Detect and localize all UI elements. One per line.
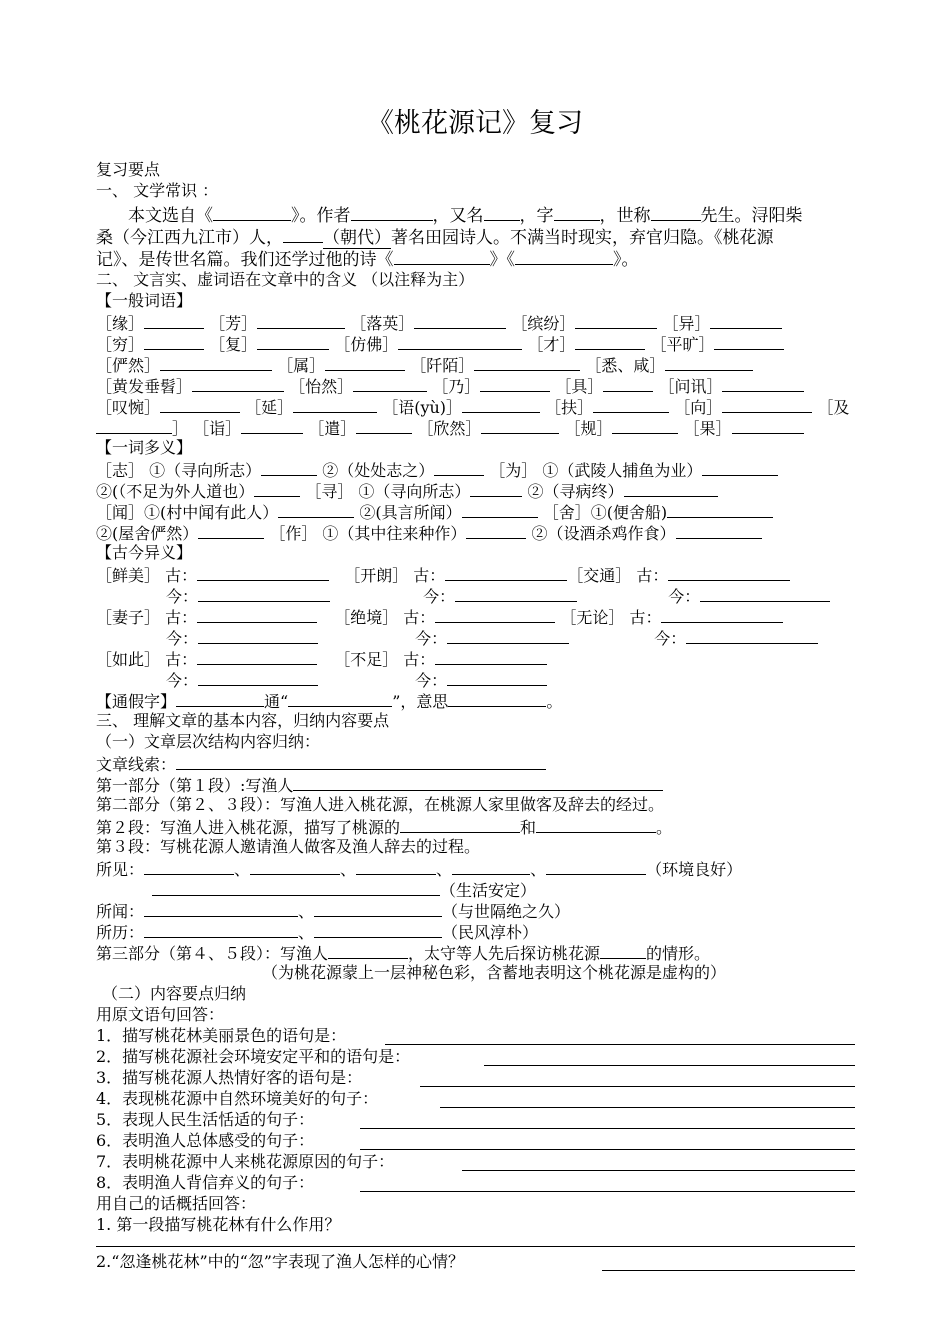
- blank-vocab[interactable]: [293, 396, 377, 413]
- blank-seen[interactable]: [452, 858, 530, 875]
- own-words-label: 用自己的话概括回答：: [96, 1194, 257, 1213]
- blank-vocab[interactable]: [714, 333, 784, 350]
- blank-ancient[interactable]: [197, 606, 317, 623]
- blank-modern[interactable]: [198, 627, 318, 644]
- blank-vocab[interactable]: [474, 354, 580, 371]
- blank-vocab[interactable]: [665, 354, 753, 371]
- blank-poem-2[interactable]: [515, 248, 613, 265]
- page-title: 《桃花源记》复习: [367, 108, 583, 139]
- blank-vocab[interactable]: [480, 375, 550, 392]
- blank-vocab[interactable]: [722, 396, 812, 413]
- blank-vocab[interactable]: [144, 333, 204, 350]
- vocab-row-2: ［穷］ ［复］ ［仿佛］ ［才］ ［平旷］: [96, 333, 784, 353]
- blank-meaning[interactable]: [434, 459, 484, 476]
- question-4: 4．表现桃花源中自然环境美好的句子：: [96, 1089, 379, 1108]
- blank-vocab[interactable]: [575, 333, 645, 350]
- blank-modern[interactable]: [198, 585, 330, 602]
- literature-line-1: 本文选自《 》。作者 ，又名 ，字 ，世称 先生。浔阳柴: [128, 206, 803, 226]
- part3-note: （为桃花源蒙上一层神秘色彩，含蓄地表明这个桃花源是虚构的）: [262, 963, 727, 982]
- blank-poem-1[interactable]: [394, 248, 490, 265]
- ancient-row-3: ［妻子］ 古： ［绝境］ 古： ［无论］ 古：: [96, 606, 783, 626]
- blank-title[interactable]: [651, 204, 701, 221]
- answer-line-2[interactable]: [484, 1065, 855, 1066]
- ancient-row-1: ［鲜美］ 古： ［开朗］ 古： ［交通］ 古：: [96, 564, 790, 584]
- question-5: 5．表现人民生活恬适的句子：: [96, 1110, 315, 1129]
- blank-seen[interactable]: [546, 858, 646, 875]
- blank-modern[interactable]: [455, 585, 577, 602]
- vocab-row-3: ［俨然］ ［属］ ［阡陌］ ［悉、咸］: [96, 354, 753, 374]
- blank-courtesy-name[interactable]: [554, 204, 600, 221]
- blank-vocab[interactable]: [462, 396, 540, 413]
- general-words-label: 【一般词语】: [96, 291, 193, 310]
- answer-line-1[interactable]: [385, 1044, 855, 1045]
- part3-row: 第三部分（第４、５段）：写渔人 ，太守等人先后探访桃花源 的情形。: [96, 944, 711, 963]
- seen-row: 所见： 、 、 、 、 （环境良好）: [96, 860, 743, 879]
- para2-row: 第２段：写渔人进入桃花源，描写了桃源的 和 。: [96, 818, 673, 837]
- question-2: 2．描写桃花源社会环境安定平和的语句是：: [96, 1047, 411, 1066]
- blank-heard[interactable]: [314, 900, 442, 917]
- polysemy-row-1: ［志］ ①（寻向所志） ②（处处志之） ［为］ ①（武陵人捕鱼为业）: [96, 459, 778, 479]
- blank-vocab[interactable]: [96, 417, 172, 434]
- review-points-label: 复习要点: [96, 160, 161, 179]
- blank-vocab[interactable]: [732, 417, 804, 434]
- blank-vocab[interactable]: [356, 417, 412, 434]
- blank-tongjia-orig[interactable]: [288, 690, 392, 707]
- question-1: 1．描写桃花林美丽景色的语句是：: [96, 1026, 347, 1045]
- blank-para2-b[interactable]: [536, 816, 656, 833]
- blank-seen[interactable]: [250, 858, 340, 875]
- blank-meaning[interactable]: [702, 459, 778, 476]
- blank-vocab[interactable]: [414, 312, 506, 329]
- answer-line-7[interactable]: [462, 1170, 855, 1171]
- polysemy-row-2: ②(（不足为外人道也） ［寻］ ①（寻向所志） ②（寻病终）: [96, 480, 718, 500]
- blank-ancient[interactable]: [661, 606, 783, 623]
- answer-line-5[interactable]: [360, 1128, 855, 1129]
- blank-vocab[interactable]: [722, 375, 804, 392]
- blank-meaning[interactable]: [254, 480, 300, 497]
- para3-row: 第３段：写桃花源人邀请渔人做客及渔人辞去的过程。: [96, 837, 481, 856]
- own-question-2: 2.“忽逢桃花林”中的“忽”字表现了渔人怎样的心情？: [96, 1252, 464, 1271]
- polysemy-label: 【一词多义】: [96, 438, 193, 457]
- blank-vocab[interactable]: [481, 417, 559, 434]
- blank-modern[interactable]: [447, 669, 547, 686]
- tongjia-row: 【通假字】 通“ ”，意思 。: [96, 692, 563, 711]
- blank-vocab[interactable]: [398, 333, 522, 350]
- vocab-row-1: ［缘］ ［芳］ ［落英］ ［缤纷］ ［异］: [96, 312, 782, 332]
- blank-vocab[interactable]: [144, 312, 204, 329]
- blank-part3-a[interactable]: [328, 942, 408, 959]
- vocab-row-5: ［叹惋］ ［延］ ［语(yù)］ ［扶］ ［向］ ［及: [96, 398, 850, 417]
- own-answer-line-1[interactable]: [96, 1246, 855, 1247]
- blank-meaning[interactable]: [470, 480, 522, 497]
- use-original-label: 用原文语句回答：: [96, 1005, 225, 1024]
- blank-ancient[interactable]: [435, 606, 555, 623]
- ancient-modern-label: 【古今异义】: [96, 543, 193, 562]
- own-question-1: 1. 第一段描写桃花林有什么作用？: [96, 1215, 341, 1234]
- blank-heard[interactable]: [144, 900, 298, 917]
- experienced-row: 所历： 、 （民风淳朴）: [96, 923, 539, 942]
- section-1-heading: 一、 文学常识 ：: [96, 181, 219, 200]
- clue-row: 文章线索：: [96, 753, 546, 773]
- blank-para2-a[interactable]: [400, 816, 520, 833]
- blank-meaning[interactable]: [667, 501, 773, 518]
- blank-vocab[interactable]: [241, 417, 303, 434]
- seen-row-2: （生活安定）: [96, 879, 536, 899]
- ancient-row-4: 今： 今： 今：: [96, 627, 818, 647]
- blank-modern[interactable]: [686, 627, 818, 644]
- blank-tongjia-meaning[interactable]: [448, 690, 546, 707]
- ancient-row-2: 今： 今： 今：: [96, 585, 830, 605]
- blank-author[interactable]: [351, 204, 433, 221]
- vocab-row-6: ］ ［诣］ ［遣］ ［欣然］ ［规］ ［果］: [96, 417, 804, 437]
- blank-ancient[interactable]: [435, 648, 547, 665]
- blank-vocab[interactable]: [710, 312, 782, 329]
- blank-book[interactable]: [213, 204, 291, 221]
- blank-experienced[interactable]: [314, 921, 442, 938]
- literature-line-2: 桑（今江西九江市）人， （朝代）著名田园诗人。不满当时现实，弃官归隐。《桃花源: [96, 228, 774, 248]
- ancient-row-5: ［如此］ 古： ［不足］ 古：: [96, 648, 547, 668]
- blank-vocab[interactable]: [325, 354, 405, 371]
- blank-meaning[interactable]: [624, 480, 718, 497]
- structure-subheading: （一）文章层次结构内容归纳：: [96, 732, 321, 751]
- question-6: 6．表明渔人总体感受的句子：: [96, 1131, 315, 1150]
- part1-row: 第一部分（第１段）:写渔人: [96, 774, 663, 794]
- answer-line-6[interactable]: [360, 1149, 855, 1150]
- blank-clue[interactable]: [176, 753, 546, 770]
- question-3: 3．描写桃花源人热情好客的语句是：: [96, 1068, 363, 1087]
- polysemy-row-3: ［闻］①(村中闻有此人） ②(具言所闻） ［舍］①(便舍船): [96, 501, 773, 521]
- part2-row: 第二部分（第２、３段）：写渔人进入桃花源，在桃源人家里做客及辞去的经过。: [96, 795, 665, 814]
- blank-dynasty[interactable]: [283, 226, 323, 243]
- blank-vocab[interactable]: [257, 312, 345, 329]
- blank-seen-life[interactable]: [152, 879, 440, 896]
- blank-vocab[interactable]: [192, 375, 284, 392]
- blank-vocab[interactable]: [575, 312, 657, 329]
- answer-line-4[interactable]: [440, 1107, 855, 1108]
- blank-seen[interactable]: [144, 858, 234, 875]
- own-answer-line-2[interactable]: [602, 1270, 855, 1271]
- answer-line-8[interactable]: [360, 1191, 855, 1192]
- blank-ancient[interactable]: [668, 564, 790, 581]
- blank-meaning[interactable]: [466, 522, 526, 539]
- blank-vocab[interactable]: [353, 375, 427, 392]
- blank-alias[interactable]: [484, 204, 520, 221]
- blank-modern[interactable]: [700, 585, 830, 602]
- blank-part1[interactable]: [293, 774, 663, 791]
- blank-modern[interactable]: [447, 627, 569, 644]
- blank-experienced[interactable]: [144, 921, 298, 938]
- blank-part3-b[interactable]: [600, 942, 646, 959]
- section-3-heading: 三、 理解文章的基本内容，归纳内容要点: [96, 711, 390, 730]
- blank-vocab[interactable]: [603, 375, 653, 392]
- question-7: 7．表明桃花源中人来桃花源原因的句子：: [96, 1152, 395, 1171]
- blank-vocab[interactable]: [257, 333, 329, 350]
- blank-meaning[interactable]: [261, 459, 317, 476]
- blank-vocab[interactable]: [593, 396, 669, 413]
- blank-ancient[interactable]: [197, 564, 329, 581]
- answer-line-3[interactable]: [420, 1086, 855, 1087]
- heard-row: 所闻： 、 （与世隔绝之久）: [96, 902, 571, 921]
- blank-tongjia-char[interactable]: [176, 690, 264, 707]
- vocab-row-4: ［黄发垂髫］ ［怡然］ ［乃］ ［具］ ［问讯］: [96, 375, 804, 395]
- blank-ancient[interactable]: [445, 564, 567, 581]
- polysemy-row-4: ②(屋舍俨然） ［作］ ①（其中往来种作） ②（设酒杀鸡作食）: [96, 522, 762, 542]
- question-8: 8．表明渔人背信弃义的句子：: [96, 1173, 315, 1192]
- ancient-row-6: 今： 今：: [96, 669, 547, 689]
- blank-meaning[interactable]: [462, 501, 538, 518]
- blank-vocab[interactable]: [612, 417, 678, 434]
- blank-meaning[interactable]: [198, 522, 264, 539]
- blank-vocab[interactable]: [160, 354, 272, 371]
- blank-ancient[interactable]: [197, 648, 317, 665]
- blank-modern[interactable]: [198, 669, 318, 686]
- content-subheading: （二）内容要点归纳: [102, 984, 247, 1003]
- section-2-heading: 二、 文言实、虚词语在文章中的含义 （以注释为主）: [96, 270, 475, 289]
- blank-vocab[interactable]: [160, 396, 240, 413]
- blank-meaning[interactable]: [676, 522, 762, 539]
- literature-line-3: 记》、是传世名篇。我们还学过他的诗《 》《 》。: [96, 250, 639, 270]
- blank-seen[interactable]: [356, 858, 436, 875]
- blank-meaning[interactable]: [278, 501, 354, 518]
